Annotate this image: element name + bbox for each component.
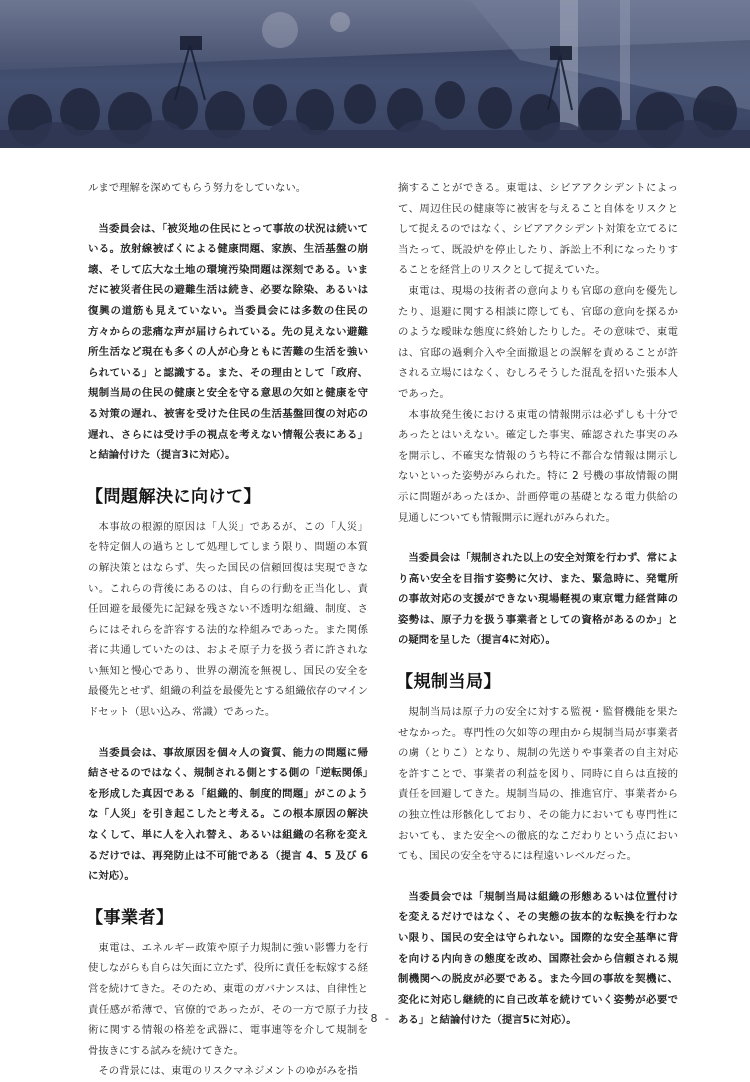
left-column xyxy=(88,178,368,1082)
page-number: - 8 - xyxy=(359,1012,391,1025)
auditorium-photo xyxy=(0,0,750,148)
paragraph: 摘することができる。東電は、シビアアクシデントによって、周辺住民の健康等に被害を与えること自体をリスクとして捉えるのではなく、シビアアクシデント対策を立てるに当たって、既設炉を停止したり、訴訟上不利になったりすることを経営上のリスクとして捉えていた。 xyxy=(398,182,678,277)
section-heading-problem-solving: 【問題解決に向けて】 xyxy=(86,486,261,507)
section-heading-operator: 【事業者】 xyxy=(86,907,174,928)
committee-finding-paragraph: 当委員会は、「被災地の住民にとって事故の状況は続いている。放射線被ばくによる健康問題、家族、生活基盤の崩壊、そして広大な土地の環境汚染問題は深刻である。いまだに被災者住民の避難生活は続き、必要な除染、あるいは復興の道筋も見えていない。当委員会には多数の住民の方々からの悲痛な声が届けられている。先の見えない避難所生活など現在も多くの人が心身ともに苦難の生活を強いられている」と認識する。また、その理由として「政府、規制当局の住民の健康と安全を守る意思の欠如と健康を守る対策の遅れ、被害を受けた住民の生活基盤回復の対応の遅れ、さらには受け手の視点を考えない情報公表にある」と結論付けた（提言3に対応）。 xyxy=(88,222,368,462)
paragraph: ルまで理解を深めてもらう努力をしていない。 xyxy=(88,182,307,194)
header-photo-banner xyxy=(0,0,750,148)
paragraph: 規制当局は原子力の安全に対する監視・監督機能を果たせなかった。専門性の欠如等の理由から規制当局が事業者の虜（とりこ）となり、規制の先送りや事業者の自主対応を許すことで、事業者の利益を図り、同時に自らは直接的責任を回避してきた。規制当局の、推進官庁、事業者からの独立性は形骸化しており、その能力においても専門性においても、また安全への徹底的なこだわりという点においても、国民の安全を守るには程遠いレベルだった。 xyxy=(398,706,678,863)
paragraph: 本事故発生後における東電の情報開示は必ずしも十分であったとはいえない。確定した事実、確認された事実のみを開示し、不確実な情報のうち特に不都合な情報は開示しないといった姿勢がみられた。特に 2 号機の事故情報の開示に問題があったほか、計画停電の基礎となる電力供給の見通しについても情報開示に遅れがみられた。 xyxy=(398,408,678,524)
paragraph: 東電は、エネルギー政策や原子力規制に強い影響力を行使しながらも自らは矢面に立たず、役所に責任を転嫁する経営を続けてきた。そのため、東電のガバナンスは、自律性と責任感が希薄で、官僚的であったが、その一方で原子力技術に関する情報の格差を武器に、電事連等を介して規制を骨抜きにする試みを続けてきた。 xyxy=(88,941,368,1057)
right-column xyxy=(398,178,678,1031)
committee-finding-paragraph: 当委員会は、事故原因を個々人の資質、能力の問題に帰結させるのではなく、規制される側とする側の「逆転関係」を形成した真因である「組織的、制度的問題」がこのような「人災」を引き起こしたと考える。この根本原因の解決なくして、単に人を入れ替え、あるいは組織の名称を変えるだけでは、再発防止は不可能である（提言 4、5 及び 6 に対応）。 xyxy=(88,746,368,883)
paragraph: その背景には、東電のリスクマネジメントのゆがみを指 xyxy=(98,1065,358,1078)
section-heading-regulator: 【規制当局】 xyxy=(396,672,501,693)
paragraph: 東電は、現場の技術者の意向よりも官邸の意向を優先したり、退避に関する相談に際しても、官邸の意向を探るかのような曖昧な態度に終始したりした。その意味で、東電は、官邸の過剰介入や全面撤退との誤解を責めることが許される立場にはなく、むしろそうした混乱を招いた張本人であった。 xyxy=(398,284,678,400)
committee-finding-paragraph: 当委員会では「規制当局は組織の形態あるいは位置付けを変えるだけではなく、その実態の抜本的な転換を行わない限り、国民の安全は守られない。国際的な安全基準に背を向ける内向きの態度を改め、国際社会から信頼される規制機関への脱皮が必要である。また今回の事故を契機に、変化に対応し継続的に自己改革を続けていく姿勢が必要である」と結論付けた（提言5に対応）。 xyxy=(398,890,678,1027)
committee-finding-paragraph: 当委員会は「規制された以上の安全対策を行わず、常により高い安全を目指す姿勢に欠け、また、緊急時に、発電所の事故対応の支援ができない現場軽視の東京電力経営陣の姿勢は、原子力を扱う事業者としての資格があるのか」との疑問を呈した（提言4に対応）。 xyxy=(398,552,678,647)
paragraph: 本事故の根源的原因は「人災」であるが、この「人災」を特定個人の過ちとして処理してしまう限り、問題の本質の解決策とはならず、失った国民の信頼回復は実現できない。これらの背後にあるのは、自らの行動を正当化し、責任回避を最優先に記録を残さない不透明な組織、制度、さらにはそれらを許容する法的な枠組みであった。また関係者に共通していたのは、およそ原子力を扱う者に許されない無知と慢心であり、世界の潮流を無視し、国民の安全を最優先とせず、組織の利益を最優先とする組織依存のマインドセット（思い込み、常識）であった。 xyxy=(88,520,368,719)
